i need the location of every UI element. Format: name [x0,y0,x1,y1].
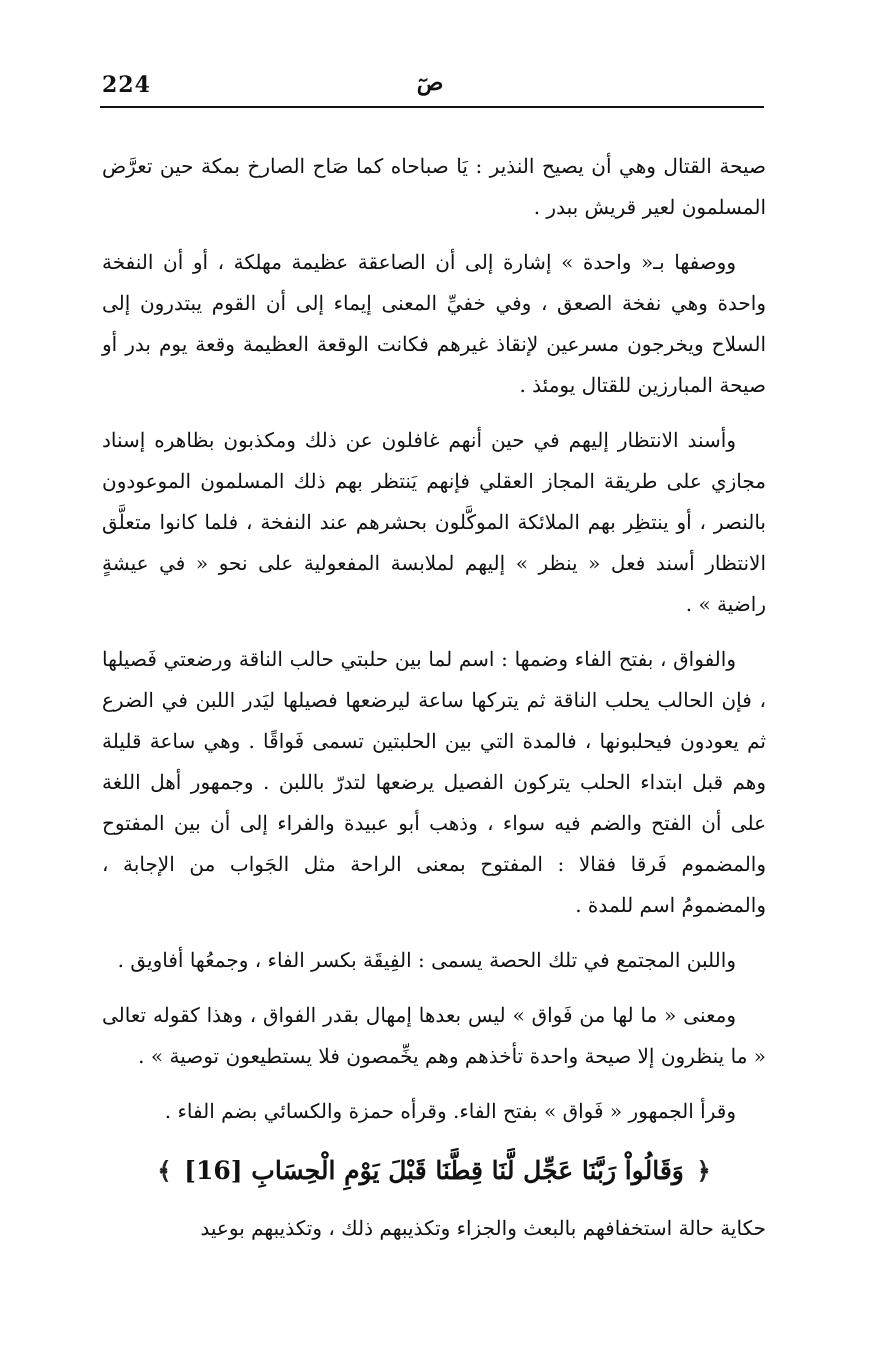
verse-text: وَقَالُواْ رَبَّنَا عَجِّل لَّنَا قِطَّنَا قَبْلَ يَوْمِ الْحِسَابِ [16] [184,1156,684,1185]
page-number: 224 [102,72,151,98]
running-head: صٓ [416,70,444,96]
paragraph-5: واللبن المجتمع في تلك الحصة يسمى : الفِيقَة بكسر الفاء ، وجمعُها أفاويق . [117,948,736,972]
verse-open-bracket: ﴿ [696,1156,711,1185]
paragraph-1: صيحة القتال وهي أن يصيح النذير : يَا صباحاه كما صَاح الصارخ بمكة حين تعرَّض المسلمون لعير قريش ببدر . [102,154,766,219]
page-header [100,68,764,108]
header-rule [100,106,764,108]
paragraph-4: والفواق ، بفتح الفاء وضمها : اسم لما بين حلبتي حالب الناقة ورضعتي فَصيلها ، فإن الحالب يحلب الناقة ثم يتركها ساعة ليرضعها فصيلها ليَدر اللبن في الضرع ثم يعودون فيحلبونها ، فالمدة التي بين الحلبتين تسمى فَواقًا . وهي ساعة قليلة وهم قبل ابتداء الحلب يتركون الفصيل يرضعها لتدرّ باللبن . وجمهور أهل اللغة على أن الفتح والضم فيه سواء ، وذهب أبو عبيدة والفراء إلى أن بين المفتوح والمضموم فَرقا فقالا : المفتوح بمعنى الراحة مثل الجَواب من الإجابة ، والمضمومُ اسم للمدة . [102,647,766,917]
verse-close-bracket: ﴾ [157,1156,172,1185]
closing-paragraph: حكاية حالة استخفافهم بالبعث والجزاء وتكذيبهم ذلك ، وتكذيبهم بوعيد [200,1216,766,1240]
page-body [102,146,766,1263]
paragraph-6: ومعنى « ما لها من فَواق » ليس بعدها إمهال بقدر الفواق ، وهذا كقوله تعالى « ما ينظرون إلا صيحة واحدة تأخذهم وهم يخِّمصون فلا يستطيعون توصية » . [102,1003,766,1068]
paragraph-7: وقرأ الجمهور « فَواق » بفتح الفاء. وقرأه حمزة والكسائي بضم الفاء . [164,1099,736,1123]
paragraph-3: وأسند الانتظار إليهم في حين أنهم غافلون عن ذلك ومكذبون بظاهره إسناد مجازي على طريقة المجاز العقلي فإنهم يَنتظر بهم ذلك المسلمون الموعودون بالنصر ، أو ينتظِر بهم الملائكة الموكَّلون بحشرهم عند النفخة ، فلما كانوا متعلَّق الانتظار أسند فعل « ينظر » إليهم لملابسة المفعولية على نحو « في عيشةٍ راضية » . [102,428,766,616]
paragraph-2: ووصفها بـ« واحدة » إشارة إلى أن الصاعقة عظيمة مهلكة ، أو أن النفخة واحدة وهي نفخة الصعق ، وفي خفيِّ المعنى إيماء إلى أن القوم يبتدرون إلى السلاح ويخرجون مسرعين لإنقاذ غيرهم فكانت الوقعة العظيمة وقعة يوم بدر أو صيحة المبارزين للقتال يومئذ . [102,250,766,397]
quran-verse [102,1148,766,1194]
